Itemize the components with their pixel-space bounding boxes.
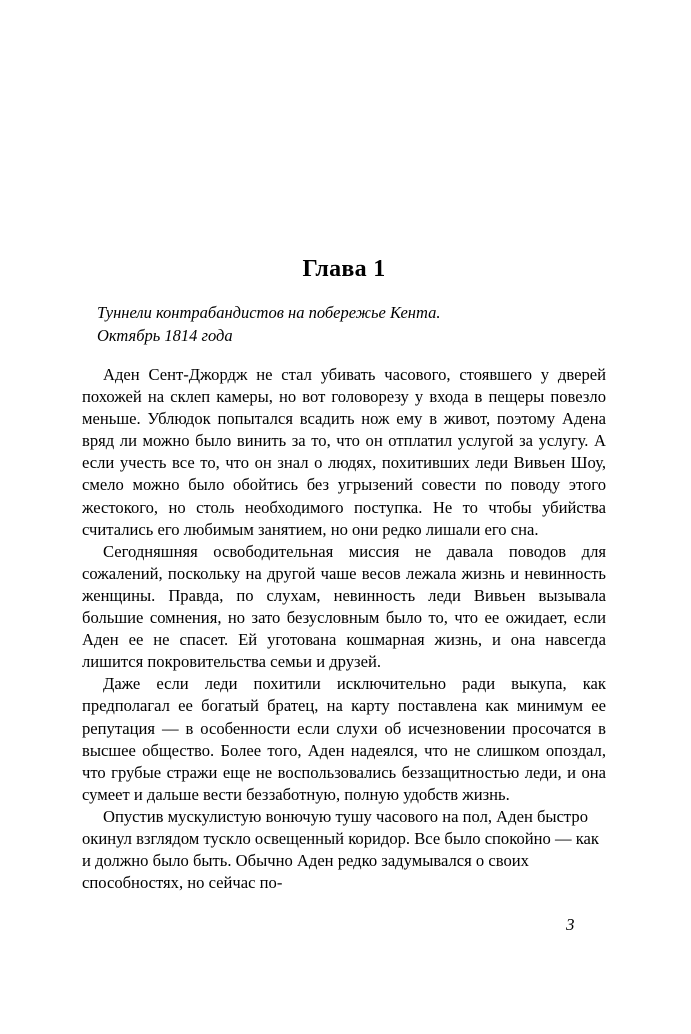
chapter-title: Глава 1: [302, 256, 386, 282]
paragraph: Сегодняшняя освободительная миссия не давала поводов для сожалений, поскольку на другой чаше весов лежала жизнь и невинность женщины. Правда, по слухам, невинность леди Вивьен вызывала большие сомнения, но зато безусловным было то, что ее ожидает, если Аден ее не спасет. Ей уготована кошмарная жизнь, и она навсегда лишится покровительства семьи и друзей.: [82, 541, 606, 672]
epigraph: [82, 302, 606, 347]
epigraph-line-1: Туннели контрабандистов на побережье Кента.: [97, 303, 441, 322]
page-number: 3: [566, 915, 575, 934]
paragraph: Аден Сент-Джордж не стал убивать часового, стоявшего у дверей похожей на склеп камеры, но вот головорезу у входа в пещеры повезло меньше. Ублюдок попытался всадить нож ему в живот, поэтому Адена вряд ли можно было винить за то, что он отплатил услугой за услугу. А если учесть все то, что он знал о людях, похитивших леди Вивьен Шоу, смело можно было обойтись без угрызений совести по поводу этого жестокого, но столь необходимого поступка. Не то чтобы убийства считались его любимым занятием, но они редко лишали его сна.: [82, 365, 606, 539]
body-text: [82, 364, 606, 894]
page-content: [82, 250, 606, 894]
paragraph: Опустив мускулистую вонючую тушу часового на пол, Аден быстро окинул взглядом тускло освещенный коридор. Все было спокойно — как и должно было быть. Обычно Аден редко задумывался о своих способностях, но сейчас по-: [82, 806, 599, 893]
epigraph-line-2: Октябрь 1814 года: [97, 325, 233, 345]
paragraph: Даже если леди похитили исключительно ради выкупа, как предполагал ее богатый братец, на карту поставлена как минимум ее репутация — в особенности если слухи об исчезновении просочатся в высшее общество. Более того, Аден надеялся, что не слишком опоздал, что грубые стражи еще не воспользовались беззащитностью леди, и она сумеет и дальше вести беззаботную, полную удобств жизнь.: [82, 674, 606, 804]
